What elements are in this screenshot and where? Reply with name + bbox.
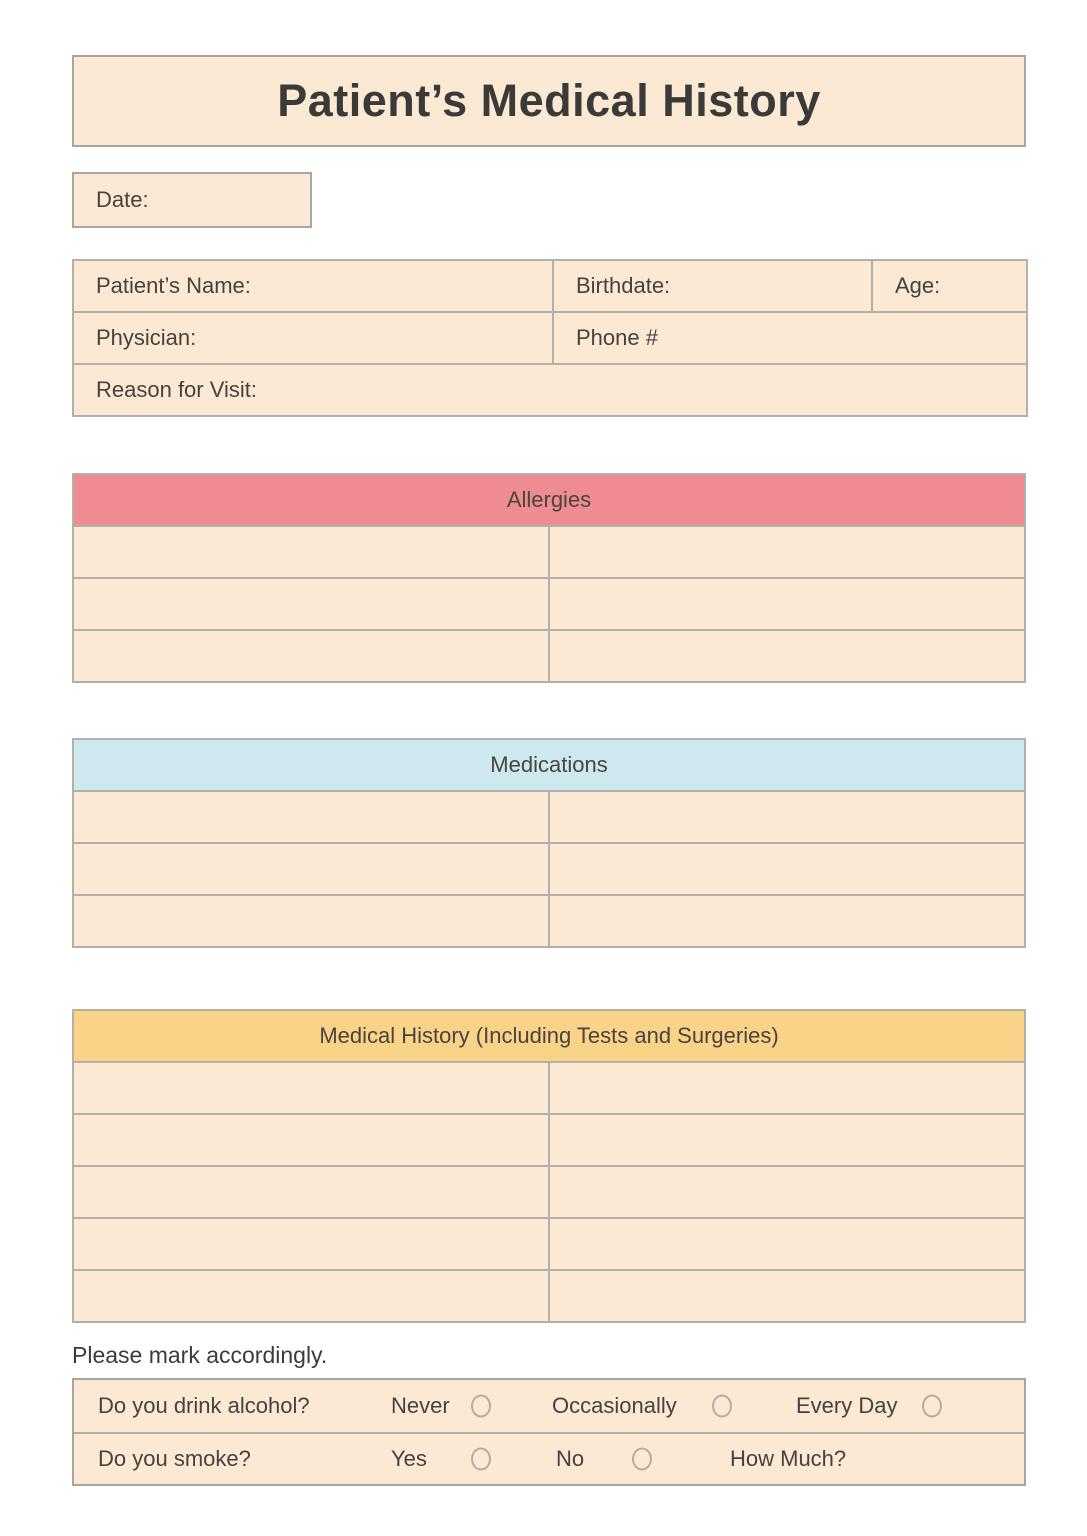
reason-for-visit-label: Reason for Visit: <box>96 377 258 402</box>
smoke-option-no-label: No <box>556 1446 585 1471</box>
blank-cell[interactable] <box>549 1270 1025 1322</box>
blank-row <box>73 1062 1025 1114</box>
patient-name-label: Patient’s Name: <box>96 273 251 298</box>
reason-for-visit-field[interactable] <box>73 364 1027 416</box>
phone-label: Phone # <box>576 325 658 350</box>
blank-row <box>73 578 1025 630</box>
medical-history-table <box>72 1009 1026 1323</box>
blank-cell[interactable] <box>73 630 549 682</box>
form-title-box <box>72 55 1026 147</box>
alcohol-everyday-radio[interactable] <box>922 1395 942 1418</box>
blank-cell[interactable] <box>549 630 1025 682</box>
alcohol-option-everyday-label: Every Day <box>796 1393 898 1418</box>
smoke-yes-radio[interactable] <box>471 1448 491 1471</box>
physician-label: Physician: <box>96 325 197 350</box>
page-title: Patient’s Medical History <box>277 75 821 126</box>
blank-cell[interactable] <box>73 1270 549 1322</box>
alcohol-question-label: Do you drink alcohol? <box>98 1393 310 1418</box>
blank-cell[interactable] <box>549 1218 1025 1270</box>
allergies-header: Allergies <box>73 474 1025 526</box>
blank-row <box>73 1114 1025 1166</box>
blank-cell[interactable] <box>549 791 1025 843</box>
alcohol-option-occasionally-label: Occasionally <box>552 1393 677 1418</box>
blank-cell[interactable] <box>549 843 1025 895</box>
blank-cell[interactable] <box>549 1062 1025 1114</box>
blank-row <box>73 895 1025 947</box>
blank-row <box>73 1218 1025 1270</box>
blank-cell[interactable] <box>549 895 1025 947</box>
blank-row <box>73 843 1025 895</box>
blank-row <box>73 630 1025 682</box>
alcohol-never-radio[interactable] <box>471 1395 491 1418</box>
blank-cell[interactable] <box>549 1114 1025 1166</box>
alcohol-question-row <box>74 1380 1024 1432</box>
birthdate-field[interactable] <box>553 260 872 312</box>
phone-field[interactable] <box>553 312 1027 364</box>
blank-cell[interactable] <box>73 1114 549 1166</box>
lifestyle-questions-box <box>72 1378 1026 1486</box>
blank-row <box>73 1270 1025 1322</box>
date-field[interactable] <box>72 172 312 228</box>
blank-cell[interactable] <box>73 895 549 947</box>
smoke-option-yes-label: Yes <box>391 1446 427 1471</box>
patient-info-table <box>72 259 1028 417</box>
form-content <box>72 0 1026 1486</box>
mark-accordingly-note: Please mark accordingly. <box>72 1342 328 1368</box>
date-label: Date: <box>96 187 149 212</box>
alcohol-option-never-label: Never <box>391 1393 450 1418</box>
blank-cell[interactable] <box>73 578 549 630</box>
smoke-how-much-label: How Much? <box>730 1446 847 1471</box>
blank-cell[interactable] <box>73 843 549 895</box>
medications-header: Medications <box>73 739 1025 791</box>
alcohol-occasionally-radio[interactable] <box>712 1395 732 1418</box>
smoke-no-radio[interactable] <box>632 1448 652 1471</box>
physician-field[interactable] <box>73 312 553 364</box>
blank-cell[interactable] <box>549 578 1025 630</box>
blank-row <box>73 791 1025 843</box>
blank-row <box>73 1166 1025 1218</box>
blank-row <box>73 526 1025 578</box>
birthdate-label: Birthdate: <box>576 273 671 298</box>
smoke-question-row <box>74 1432 1024 1484</box>
blank-cell[interactable] <box>73 1218 549 1270</box>
medical-history-header: Medical History (Including Tests and Surgeries) <box>73 1010 1025 1062</box>
age-label: Age: <box>895 273 941 298</box>
blank-cell[interactable] <box>73 791 549 843</box>
medical-history-header-row <box>73 1010 1025 1062</box>
patient-name-field[interactable] <box>73 260 553 312</box>
blank-cell[interactable] <box>549 526 1025 578</box>
allergies-table <box>72 473 1026 683</box>
medications-header-row <box>73 739 1025 791</box>
info-row-2 <box>73 312 1027 364</box>
blank-cell[interactable] <box>73 1062 549 1114</box>
age-field[interactable] <box>872 260 1027 312</box>
medications-table <box>72 738 1026 948</box>
allergies-header-row <box>73 474 1025 526</box>
info-row-1 <box>73 260 1027 312</box>
blank-cell[interactable] <box>73 526 549 578</box>
blank-cell[interactable] <box>73 1166 549 1218</box>
smoke-question-label: Do you smoke? <box>98 1446 251 1471</box>
info-row-3 <box>73 364 1027 416</box>
blank-cell[interactable] <box>549 1166 1025 1218</box>
